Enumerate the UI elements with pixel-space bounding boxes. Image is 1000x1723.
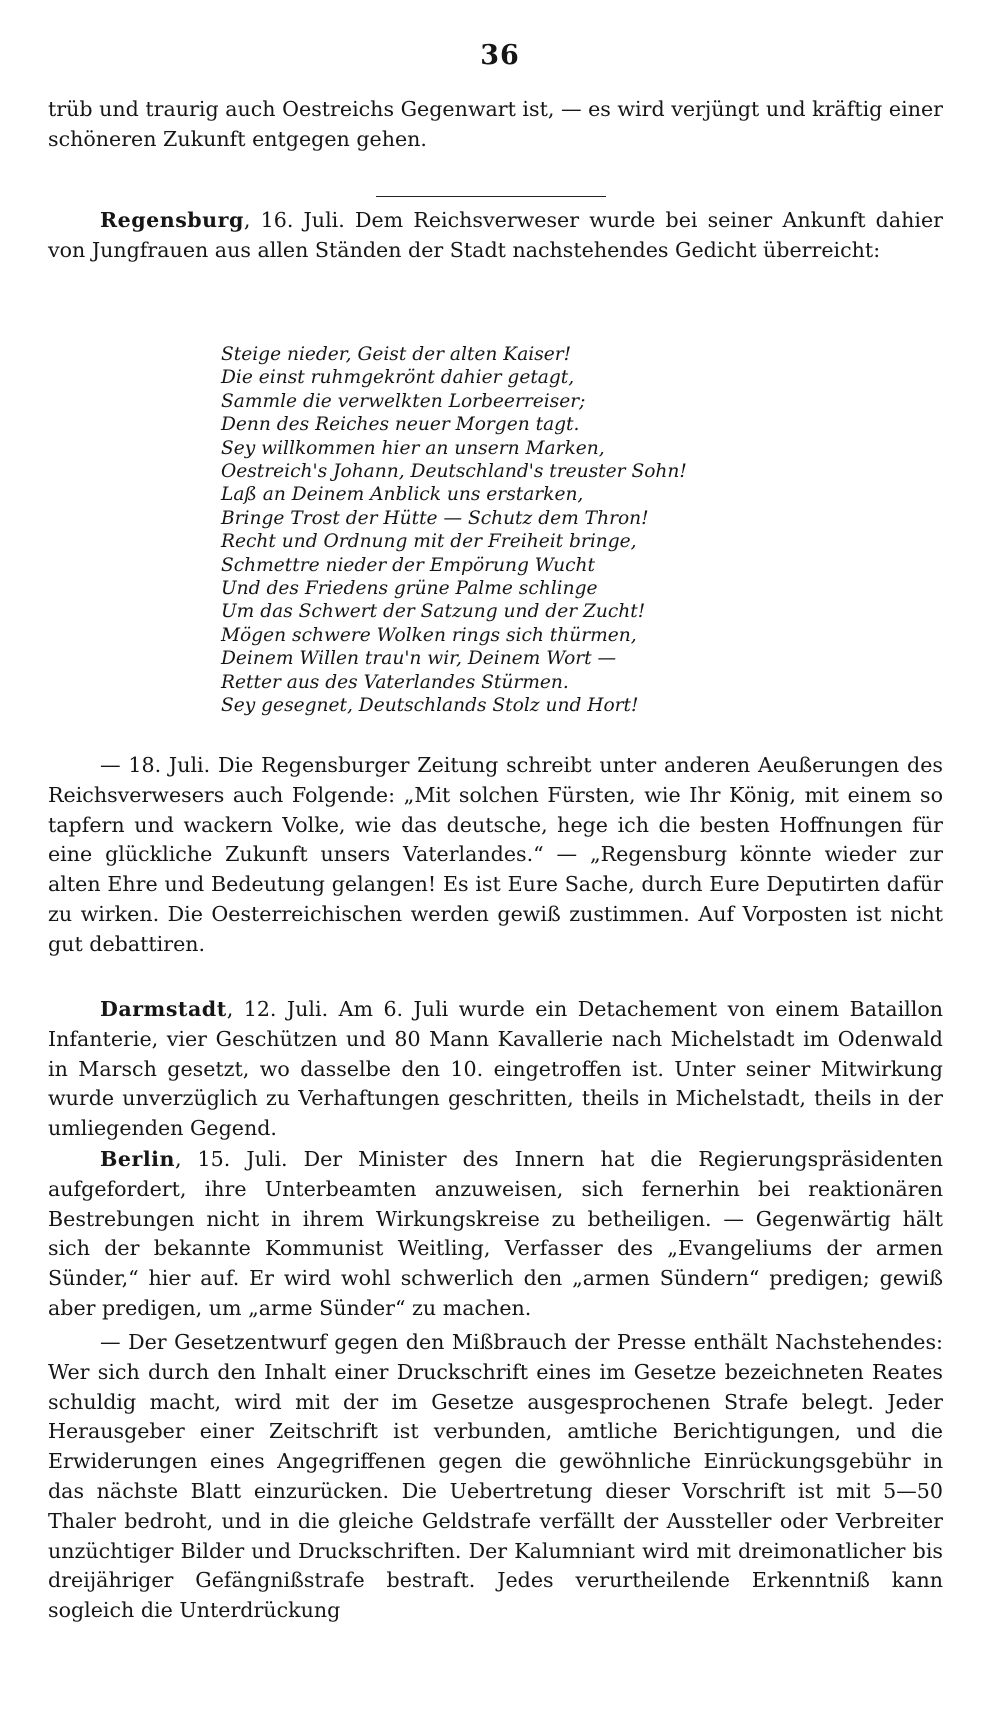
paragraph-juli18 [48,751,943,960]
poem-line: Oestreich's Johann, Deutschland's treuster Sohn! [221,461,687,483]
poem-line: Recht und Ordnung mit der Freiheit bringe, [221,531,637,553]
place-regensburg: Regensburg [100,208,244,232]
poem-line: Laß an Deinem Anblick uns erstarken, [221,484,584,506]
poem-line: Mögen schwere Wolken rings sich thürmen, [221,624,637,646]
paragraph-berlin [48,1145,943,1324]
poem-line: Steige nieder, Geist der alten Kaiser! [221,344,572,365]
text-juli18: Die Regensburger Zeitung schreibt unter anderen Aeußerungen des Reichsverwesers auch Folgende: „Mit solchen Fürsten, wie Ihr König, mit einem so tapfern und wackern Volke, wie das deutsche, hege ich die besten Hoffnungen für eine glückliche Zukunft unsers Vaterlandes.“ — „Regensburg könnte wieder zur alten Ehre und Bedeutung gelangen! Es ist Eure Sache, durch Eure Deputirten dafür zu wirken. Die Oesterreichischen werden gewiß zustimmen. Auf Vorposten ist nicht gut debattiren. [48,753,943,956]
place-darmstadt: Darmstadt [100,997,227,1021]
poem-line: Sey willkommen hier an unsern Marken, [221,437,605,459]
page-number: 36 [480,40,520,71]
poem-line: Schmettre nieder der Empörung Wucht [221,554,595,576]
poem [221,343,941,718]
text-regensburg: Dem Reichsverweser wurde bei seiner Ankunft dahier von Jungfrauen aus allen Ständen der Stadt nachstehendes Gedicht überreicht: [48,208,943,262]
date-regensburg: , 16. Juli. [243,208,345,232]
date-darmstadt: , 12. Juli. [226,997,329,1021]
poem-line: Bringe Trost der Hütte — Schutz dem Thron! [221,507,649,529]
poem-line: Retter aus des Vaterlandes Stürmen. [221,671,569,693]
poem-line: Und des Friedens grüne Palme schlinge [221,578,598,600]
date-juli18: — 18. Juli. [100,753,211,777]
paragraph-darmstadt [48,995,943,1144]
text-berlin: Der Minister des Innern hat die Regierungspräsidenten aufgefordert, ihre Unterbeamten anzuweisen, sich fernerhin bei reaktionären Bestrebungen nicht in ihrem Wirkungskreise zu betheiligen. — Gegenwärtig hält sich der bekannte Kommunist Weitling, Verfasser des „Evangeliums der armen Sünder,“ hier auf. Er wird wohl schwerlich den „armen Sündern“ predigen; gewiß aber predigen, um „arme Sünder“ zu machen. [48,1147,943,1320]
poem-line: Sammle die verwelkten Lorbeerreiser; [221,390,586,412]
paragraph-pressgesetz: — Der Gesetzentwurf gegen den Mißbrauch der Presse enthält Nachstehendes: Wer sich durch den Inhalt einer Druckschrift eines im Gesetze bezeichneten Reates schuldig macht, wird mit der im Gesetze ausgesprochenen Strafe belegt. Jeder Herausgeber einer Zeitschrift ist verbunden, amtliche Berichtigungen, und die Erwiderungen eines Angegriffenen gegen die gewöhnliche Einrückungsgebühr in das nächste Blatt einzurücken. Die Uebertretung dieser Vorschrift ist mit 5—50 Thaler bedroht, und in die gleiche Geldstrafe verfällt der Aussteller oder Verbreiter unzüchtiger Bilder und Druckschriften. Der Kalumniant wird mit dreimonatlicher bis dreijähriger Gefängnißstrafe bestraft. Jedes verurtheilende Erkenntniß kann sogleich die Unterdrückung [48,1330,943,1623]
date-berlin: , 15. Juli. [174,1147,288,1171]
poem-line: Um das Schwert der Satzung und der Zucht! [221,601,646,623]
paragraph-intro: trüb und traurig auch Oestreichs Gegenwart ist, — es wird verjüngt und kräftig einer schöneren Zukunft entgegen gehen. [48,97,943,151]
section-divider [376,196,606,197]
paragraph-regensburg [48,206,943,266]
poem-line: Deinem Willen trau'n wir, Deinem Wort — [221,648,617,670]
poem-line: Denn des Reiches neuer Morgen tagt. [221,414,580,436]
text-darmstadt: Am 6. Juli wurde ein Detachement von einem Bataillon Infanterie, vier Geschützen und 80 Mann Kavallerie nach Michelstadt im Odenwald in Marsch gesetzt, wo dasselbe den 10. eingetroffen ist. Unter seiner Mitwirkung wurde unverzüglich zu Verhaftungen geschritten, theils in Michelstadt, theils in der umliegenden Gegend. [48,997,943,1141]
poem-line: Die einst ruhmgekrönt dahier getagt, [221,367,575,389]
poem-line: Sey gesegnet, Deutschlands Stolz und Hort! [221,695,639,717]
place-berlin: Berlin [100,1147,175,1171]
